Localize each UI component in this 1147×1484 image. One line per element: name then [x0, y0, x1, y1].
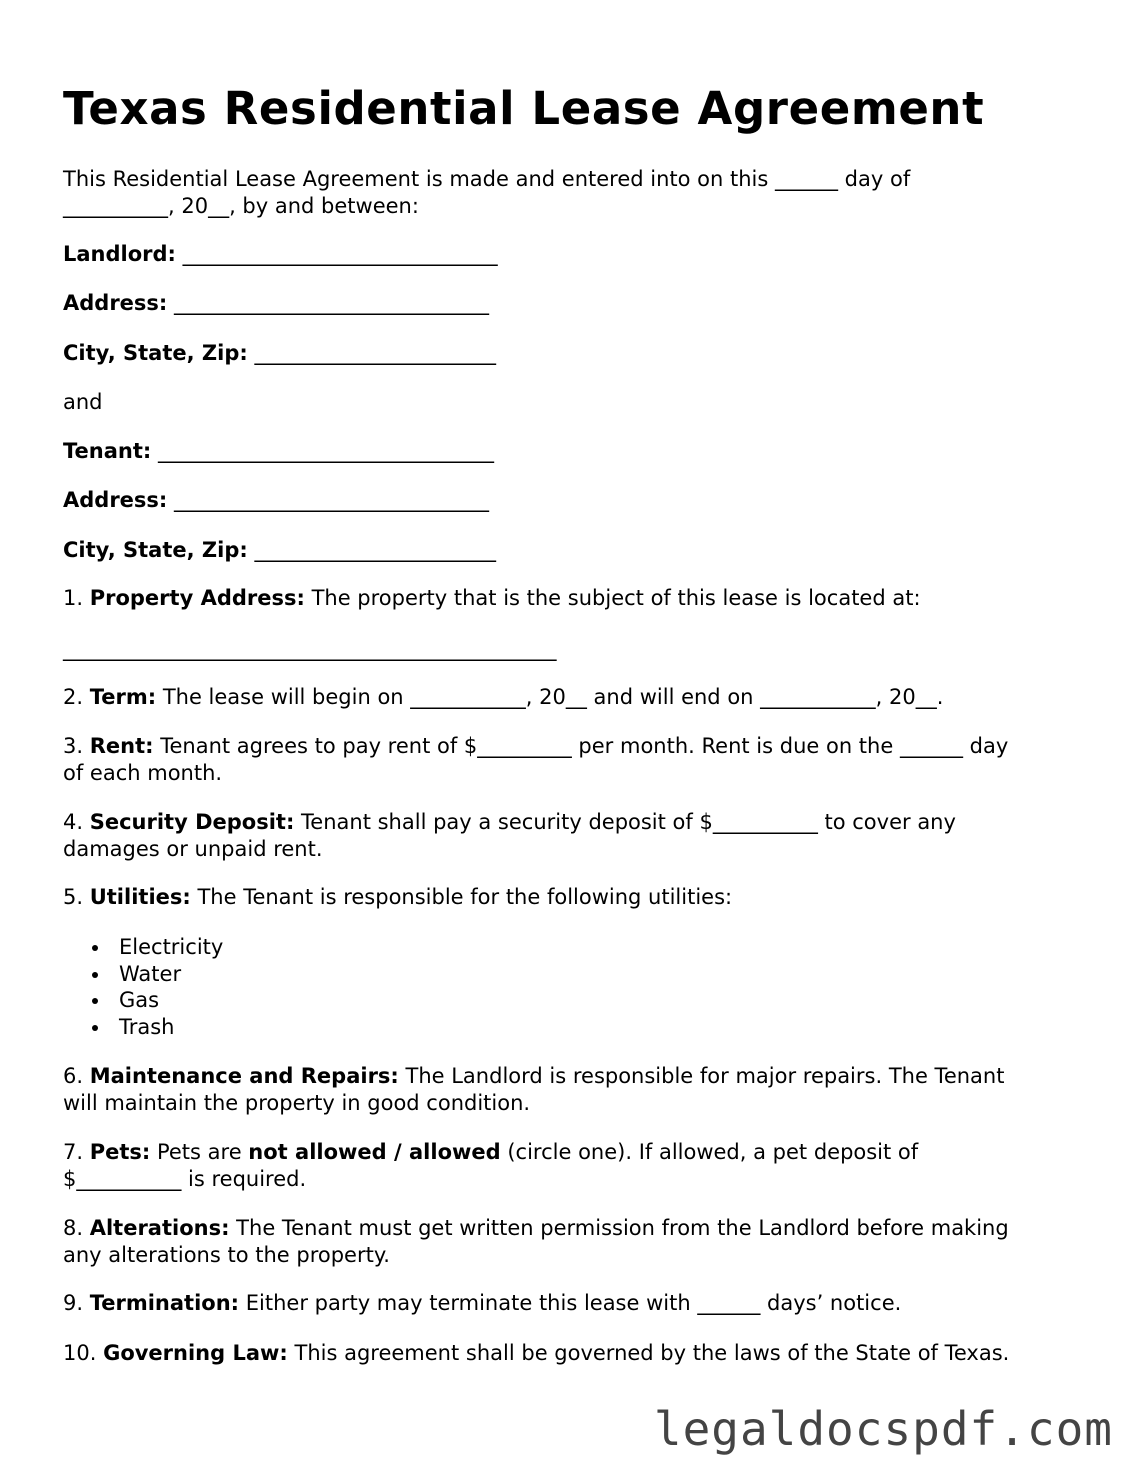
utility-label: Gas	[119, 988, 160, 1013]
clause-text: The lease will begin on ___________, 20__ and will end on ___________, 20__.	[156, 685, 944, 709]
landlord-city-blank: _______________________	[247, 341, 496, 365]
clause-number: 6.	[63, 1064, 90, 1088]
tenant-city-field	[63, 537, 496, 564]
list-item	[92, 1014, 223, 1041]
bullet-icon	[92, 945, 98, 951]
clause-number: 1.	[63, 586, 90, 610]
clause-number: 5.	[63, 885, 90, 909]
clause-text: This agreement shall be governed by the laws of the State of Texas.	[287, 1341, 1010, 1365]
clause-heading: Termination:	[89, 1291, 240, 1315]
utility-label: Trash	[119, 1015, 175, 1040]
clause-number: 7.	[63, 1140, 90, 1164]
document-title: Texas Residential Lease Agreement	[63, 82, 985, 135]
clause-utilities	[63, 884, 732, 911]
tenant-blank: ________________________________	[151, 439, 494, 463]
landlord-name-field	[63, 241, 498, 268]
clause-heading: Pets:	[89, 1140, 151, 1164]
clause-number: 3.	[63, 734, 90, 758]
clause-heading: Governing Law:	[103, 1341, 288, 1365]
clause-text: Either party may terminate this lease with ______ days’ notice.	[239, 1291, 902, 1315]
clause-text: The Tenant must get written permission from the Landlord before making	[229, 1216, 1009, 1240]
clause-heading: Property Address:	[89, 586, 305, 610]
clause-maintenance-continued: will maintain the property in good condition.	[63, 1091, 531, 1115]
clause-rent	[63, 733, 1008, 760]
landlord-address-field	[63, 290, 489, 317]
and-text: and	[63, 390, 103, 414]
landlord-city-field	[63, 340, 496, 367]
clause-pets	[63, 1139, 918, 1166]
list-item	[92, 987, 223, 1014]
tenant-city-label: City, State, Zip:	[63, 538, 248, 562]
clause-maintenance	[63, 1063, 1004, 1090]
tenant-address-field	[63, 487, 489, 514]
landlord-label: Landlord:	[63, 242, 176, 266]
clause-text: (circle one). If allowed, a pet deposit of	[500, 1140, 919, 1164]
list-item	[92, 961, 223, 988]
clause-heading: Term:	[89, 685, 157, 709]
clause-number: 10.	[63, 1341, 104, 1365]
clause-heading: Security Deposit:	[89, 810, 295, 834]
clause-text: Tenant shall pay a security deposit of $__________ to cover any	[294, 810, 956, 834]
utilities-list	[92, 934, 223, 1041]
tenant-label: Tenant:	[63, 439, 152, 463]
clause-alterations-continued: any alterations to the property.	[63, 1243, 390, 1267]
clause-property-address	[63, 585, 921, 612]
clause-pets-continued: $__________ is required.	[63, 1167, 307, 1191]
tenant-address-label: Address:	[63, 488, 168, 512]
clause-heading: Rent:	[89, 734, 154, 758]
clause-number: 2.	[63, 685, 90, 709]
clause-term	[63, 684, 943, 711]
landlord-address-blank: ______________________________	[167, 291, 490, 315]
tenant-name-field	[63, 438, 494, 465]
intro-line-1: This Residential Lease Agreement is made and entered into on this ______ day of	[63, 167, 911, 191]
clause-heading: Utilities:	[89, 885, 191, 909]
clause-heading: Maintenance and Repairs:	[89, 1064, 399, 1088]
landlord-city-label: City, State, Zip:	[63, 341, 248, 365]
clause-alterations	[63, 1215, 1009, 1242]
landlord-blank: ______________________________	[175, 242, 498, 266]
clause-number: 8.	[63, 1216, 90, 1240]
property-address-blank: _______________________________________________	[63, 637, 557, 661]
landlord-address-label: Address:	[63, 291, 168, 315]
clause-text: The Landlord is responsible for major repairs. The Tenant	[398, 1064, 1005, 1088]
clause-rent-continued: of each month.	[63, 761, 223, 785]
clause-number: 9.	[63, 1291, 90, 1315]
watermark: legaldocspdf.com	[653, 1402, 1113, 1456]
clause-text: The property that is the subject of this lease is located at:	[304, 586, 921, 610]
bullet-icon	[92, 998, 98, 1004]
pets-option-not-allowed: not allowed	[248, 1140, 387, 1164]
clause-termination	[63, 1290, 901, 1317]
utility-label: Electricity	[119, 935, 224, 959]
clause-security-deposit-continued: damages or unpaid rent.	[63, 837, 323, 861]
utility-label: Water	[119, 961, 182, 986]
clause-text: The Tenant is responsible for the following utilities:	[190, 885, 733, 909]
intro-line-2: __________, 20__, by and between:	[63, 194, 419, 218]
bullet-icon	[92, 972, 98, 978]
clause-governing-law	[63, 1340, 1009, 1367]
bullet-icon	[92, 1025, 98, 1031]
pets-option-separator: /	[386, 1140, 409, 1164]
list-item	[92, 934, 223, 961]
clause-text: Pets are	[150, 1140, 249, 1164]
clause-text: Tenant agrees to pay rent of $_________ per month. Rent is due on the ______ day	[153, 734, 1009, 758]
pets-option-allowed: allowed	[409, 1140, 501, 1164]
clause-number: 4.	[63, 810, 90, 834]
clause-heading: Alterations:	[89, 1216, 230, 1240]
tenant-city-blank: _______________________	[247, 538, 496, 562]
clause-security-deposit	[63, 809, 956, 836]
tenant-address-blank: ______________________________	[167, 488, 490, 512]
